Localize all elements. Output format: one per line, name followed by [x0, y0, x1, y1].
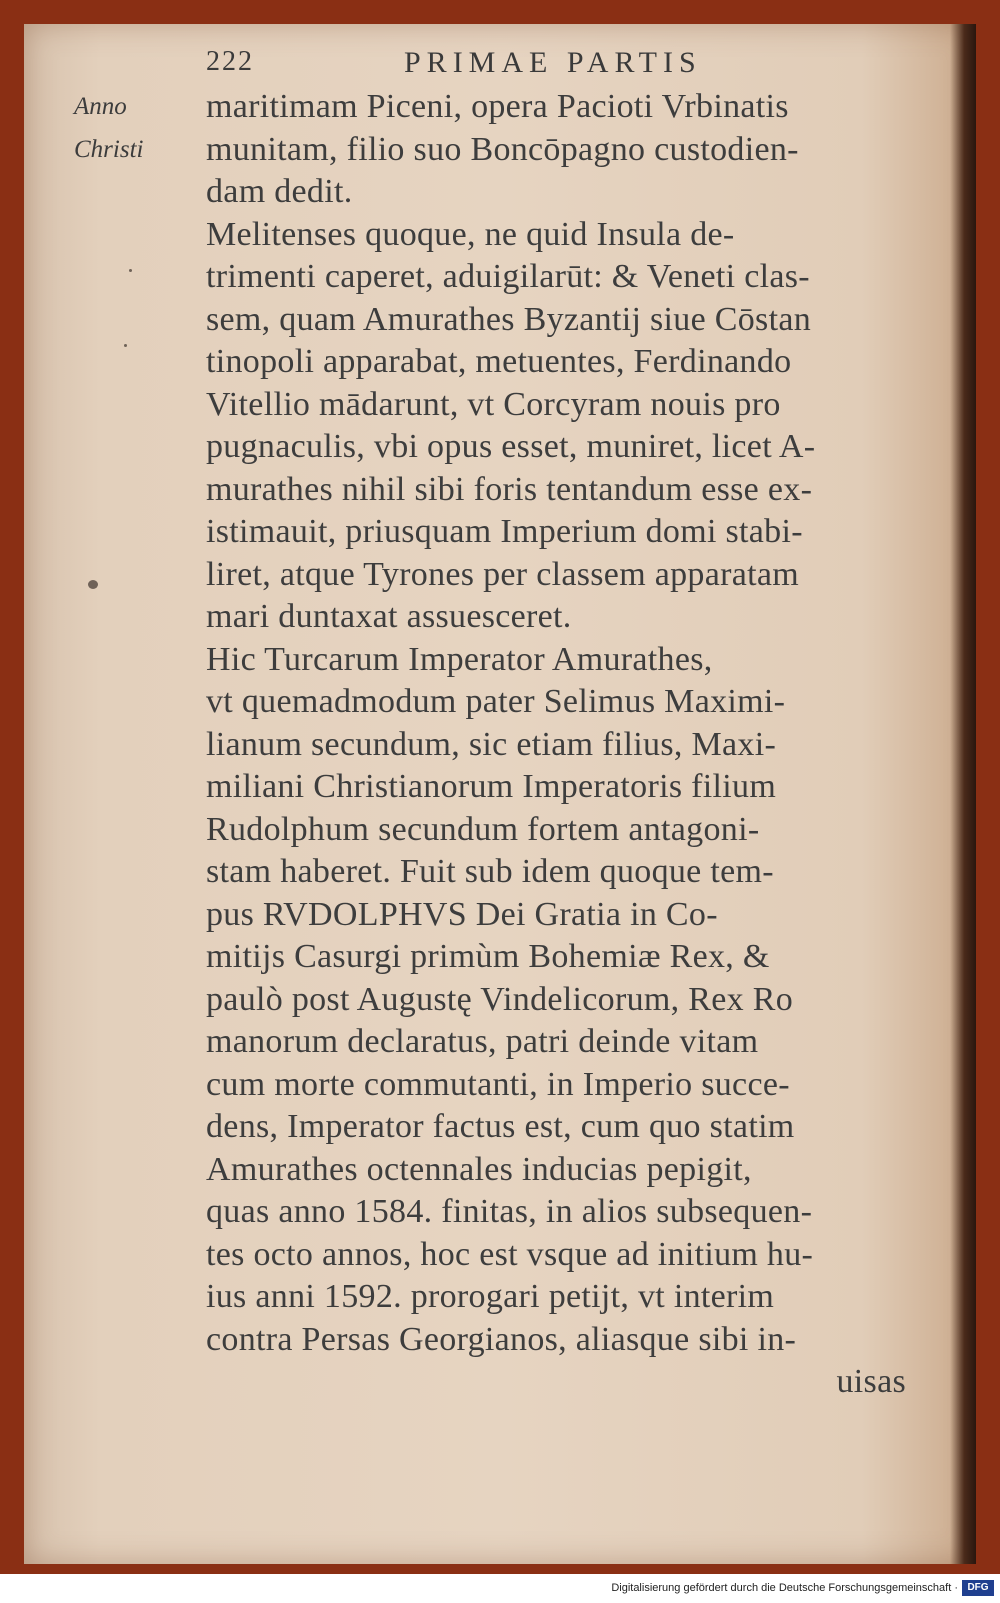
- text-line: dam dedit.: [206, 173, 353, 210]
- text-line: mari duntaxat assuesceret.: [206, 598, 572, 635]
- margin-note: [74, 88, 184, 173]
- text-line: manorum declaratus, patri deinde vitam: [206, 1023, 759, 1060]
- running-head: [24, 46, 976, 86]
- margin-note-line: Anno: [74, 93, 127, 120]
- text-line: pugnaculis, vbi opus esset, muniret, licet A-: [206, 428, 816, 465]
- text-line: Rudolphum secundum fortem antagoni-: [206, 810, 760, 848]
- text-line: munitam, filio suo Boncōpagno custodien-: [206, 130, 799, 168]
- text-line: vt quemadmodum pater Selimus Maximi-: [206, 683, 786, 720]
- text-line: stam haberet. Fuit sub idem quoque tem-: [206, 853, 774, 890]
- text-line: contra Persas Georgianos, aliasque sibi in-: [206, 1320, 797, 1358]
- text-line: trimenti caperet, aduigilarūt: & Veneti clas-: [206, 258, 810, 295]
- text-line: cum morte commutanti, in Imperio succe-: [206, 1065, 790, 1103]
- text-line: sem, quam Amurathes Byzantij siue Cōstan: [206, 300, 812, 338]
- text-line: tes octo annos, hoc est vsque ad initium hu-: [206, 1235, 814, 1273]
- digitization-footer: [0, 1574, 1000, 1603]
- text-line: murathes nihil sibi foris tentandum esse ex-: [206, 470, 813, 508]
- text-line: ius anni 1592. prorogari petijt, vt interim: [206, 1278, 775, 1315]
- running-head-title: PRIMAE PARTIS: [404, 46, 702, 79]
- text-line: maritimam Piceni, opera Pacioti Vrbinatis: [206, 88, 789, 125]
- text-line: Hic Turcarum Imperator Amurathes,: [206, 640, 713, 678]
- catchword: uisas: [836, 1363, 906, 1400]
- text-line: mitijs Casurgi primùm Bohemiæ Rex, &: [206, 938, 770, 975]
- page-gutter-edge: [950, 24, 976, 1564]
- text-line: miliani Christianorum Imperatoris filium: [206, 768, 777, 805]
- paper-speck: [124, 344, 127, 347]
- book-page: [24, 24, 976, 1564]
- text-line: liret, atque Tyrones per classem apparatam: [206, 555, 800, 593]
- text-line: istimauit, priusquam Imperium domi stabi-: [206, 513, 803, 550]
- text-line: quas anno 1584. finitas, in alios subsequen-: [206, 1193, 813, 1230]
- margin-note-line: Christi: [74, 135, 144, 163]
- page-number: 222: [206, 46, 254, 77]
- paper-speck: [88, 580, 98, 589]
- body-text: [206, 86, 906, 1404]
- text-line: paulò post Augustę Vindelicorum, Rex Ro: [206, 980, 793, 1018]
- text-line: dens, Imperator factus est, cum quo statim: [206, 1108, 795, 1145]
- text-line: Melitenses quoque, ne quid Insula de-: [206, 215, 735, 253]
- text-line: pus RVDOLPHVS Dei Gratia in Co-: [206, 895, 718, 933]
- dfg-logo-icon: DFG: [962, 1580, 994, 1596]
- text-line: Amurathes octennales inducias pepigit,: [206, 1150, 752, 1188]
- text-line: lianum secundum, sic etiam filius, Maxi-: [206, 725, 777, 763]
- text-line: tinopoli apparabat, metuentes, Ferdinando: [206, 343, 792, 380]
- paper-speck: [129, 269, 132, 272]
- funding-credit: Digitalisierung gefördert durch die Deutsche Forschungsgemeinschaft ·: [611, 1582, 958, 1594]
- text-line: Vitellio mādarunt, vt Corcyram nouis pro: [206, 385, 781, 423]
